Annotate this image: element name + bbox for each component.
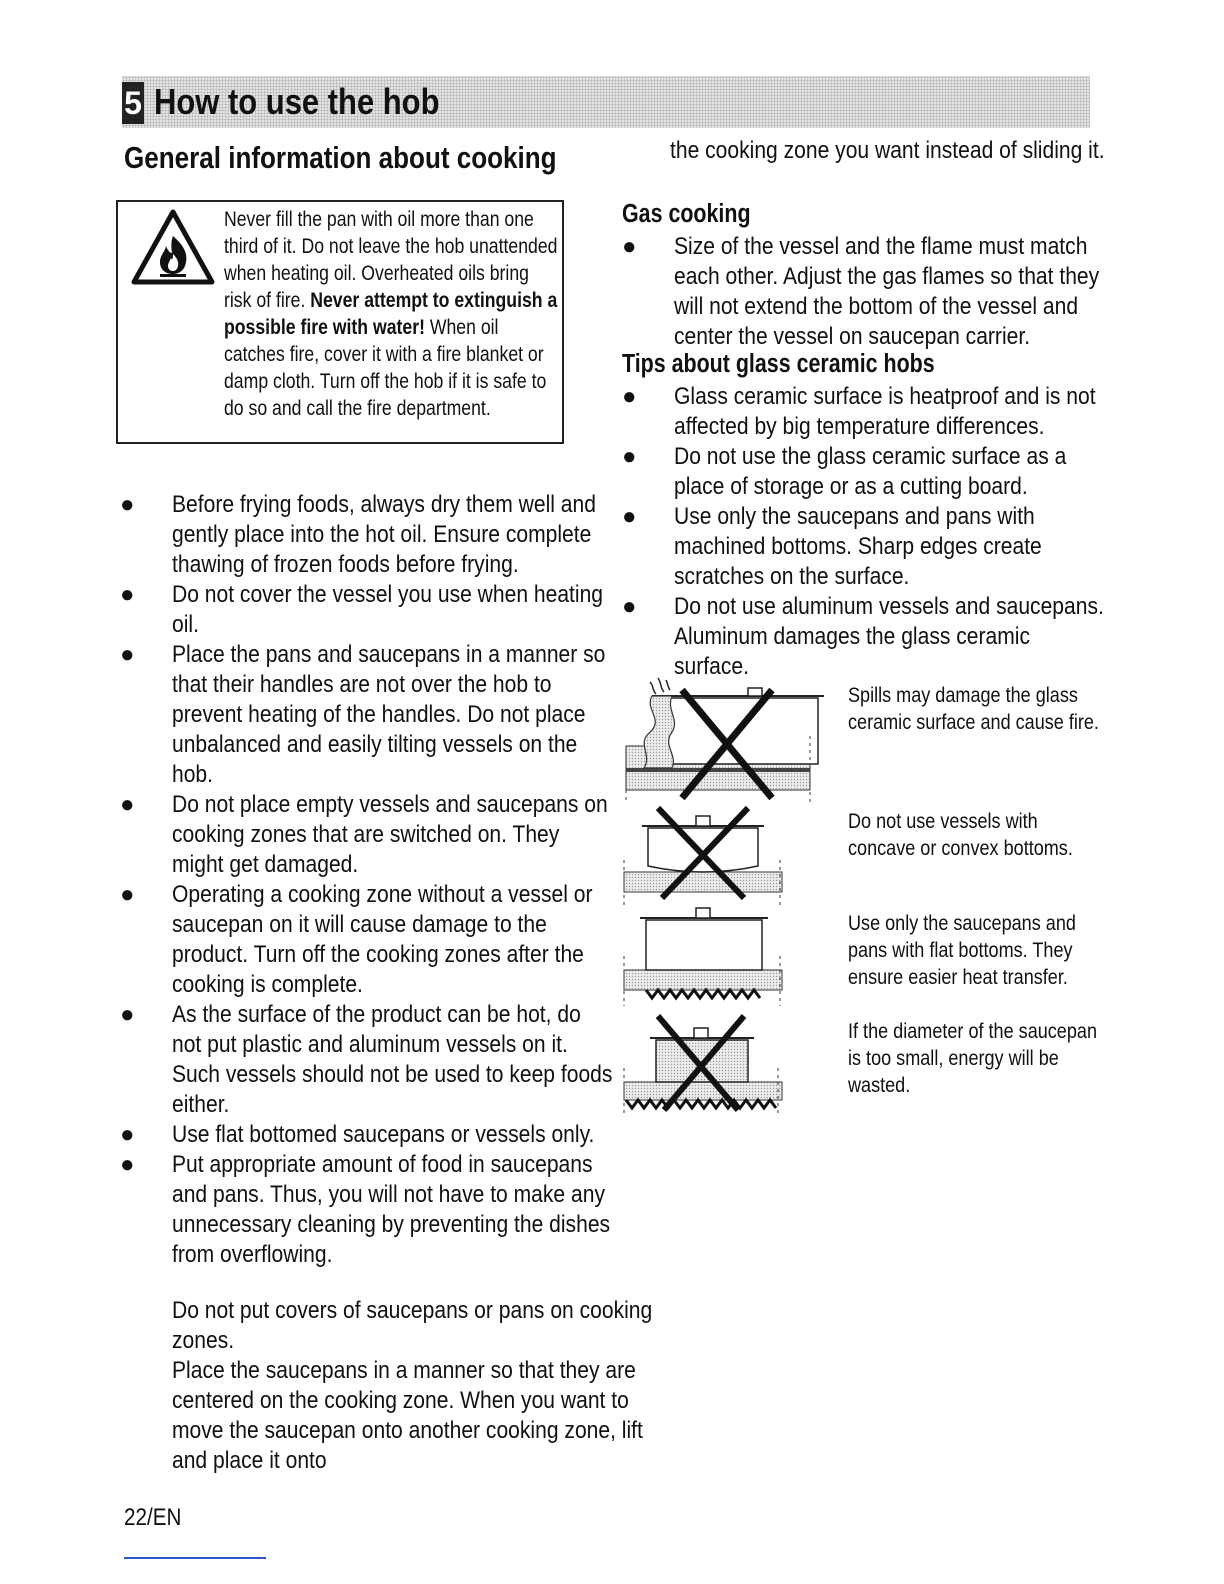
figure-caption: Use only the saucepans and pans with flat bottoms. They ensure easier heat transfer. (848, 912, 1076, 989)
warning-text: Never fill the pan with oil more than one third of it. Do not leave the hob unattended when heating oil. Overheated oils bring risk of fire. Never attempt to extinguish a possible fire with water! When oil catches fire, cover it with a fire blanket or damp cloth. Turn off the hob if it is safe to do so and call the fire department. (224, 208, 558, 420)
list-item: ● Operating a cooking zone without a vessel or saucepan on it will cause damage to the product. Turn off the cooking zones after the cooking is complete. (120, 881, 593, 998)
list-item: ● Glass ceramic surface is heatproof and is not affected by big temperature differences. (622, 383, 1096, 440)
glass-bullet-list (618, 382, 1104, 682)
list-item: ● As the surface of the product can be hot, do not put plastic and aluminum vessels on it. Such vessels should not be used to keep foods either. (120, 1001, 613, 1118)
fire-warning-icon (130, 208, 216, 286)
fire-warning-box (116, 200, 564, 444)
figure-caption: Spills may damage the glass ceramic surface and cause fire. (848, 684, 1099, 734)
glass-ceramic-heading: Tips about glass ceramic hobs (622, 350, 935, 378)
section-number: 5 (122, 82, 144, 124)
list-item: ● Do not place empty vessels and saucepans on cooking zones that are switched on. They might get damaged. (120, 791, 608, 878)
list-item: ● Before frying foods, always dry them well and gently place into the hot oil. Ensure complete thawing of frozen foods before frying. (120, 491, 596, 578)
extra-paragraph: Place the saucepans in a manner so that they are centered on the cooking zone. When you want to move the saucepan onto another cooking zone, lift and place it onto (172, 1357, 643, 1474)
footer-divider (124, 1557, 266, 1559)
list-item: ● Do not use the glass ceramic surface as a place of storage or as a cutting board. (622, 443, 1067, 500)
spill-figure (622, 676, 832, 804)
list-item: ● Use only the saucepans and pans with machined bottoms. Sharp edges create scratches on the surface. (622, 503, 1042, 590)
general-bullet-list (116, 490, 613, 1270)
continuation-text: the cooking zone you want instead of sliding it. (670, 137, 1105, 164)
list-item: ● Put appropriate amount of food in saucepans and pans. Thus, you will not have to make any unnecessary cleaning by preventing the dishes from overflowing. (120, 1151, 611, 1268)
gas-bullet-list (618, 232, 1098, 352)
list-item: ● Do not use aluminum vessels and saucepans. Aluminum damages the glass ceramic surface. (622, 593, 1104, 680)
gas-cooking-heading: Gas cooking (622, 200, 751, 228)
general-heading: General information about cooking (124, 140, 557, 175)
section-banner (122, 76, 1090, 128)
list-item: ● Do not cover the vessel you use when heating oil. (120, 581, 604, 638)
concave-vessel-figure (622, 804, 792, 908)
figure-caption: If the diameter of the saucepan is too small, energy will be wasted. (848, 1020, 1097, 1097)
extra-paragraph: Do not put covers of saucepans or pans on cooking zones. (172, 1297, 653, 1354)
small-vessel-figure (622, 1012, 792, 1116)
list-item: ● Place the pans and saucepans in a manner so that their handles are not over the hob to prevent heating of the handles. Do not place unbalanced and easily tilting vessels on the hob. (120, 641, 606, 788)
flat-vessel-figure (622, 906, 792, 1010)
list-item: ● Use flat bottomed saucepans or vessels only. (120, 1121, 595, 1148)
list-item: ● Size of the vessel and the flame must match each other. Adjust the gas flames so that they will not extend the bottom of the vessel and center the vessel on saucepan carrier. (622, 233, 1100, 350)
section-title: How to use the hob (154, 81, 440, 122)
warning-bold-text: Never attempt to extinguish a possible fire with water! (224, 289, 558, 339)
page-number: 22/EN (124, 1504, 182, 1531)
figure-caption: Do not use vessels with concave or convex bottoms. (848, 810, 1073, 860)
